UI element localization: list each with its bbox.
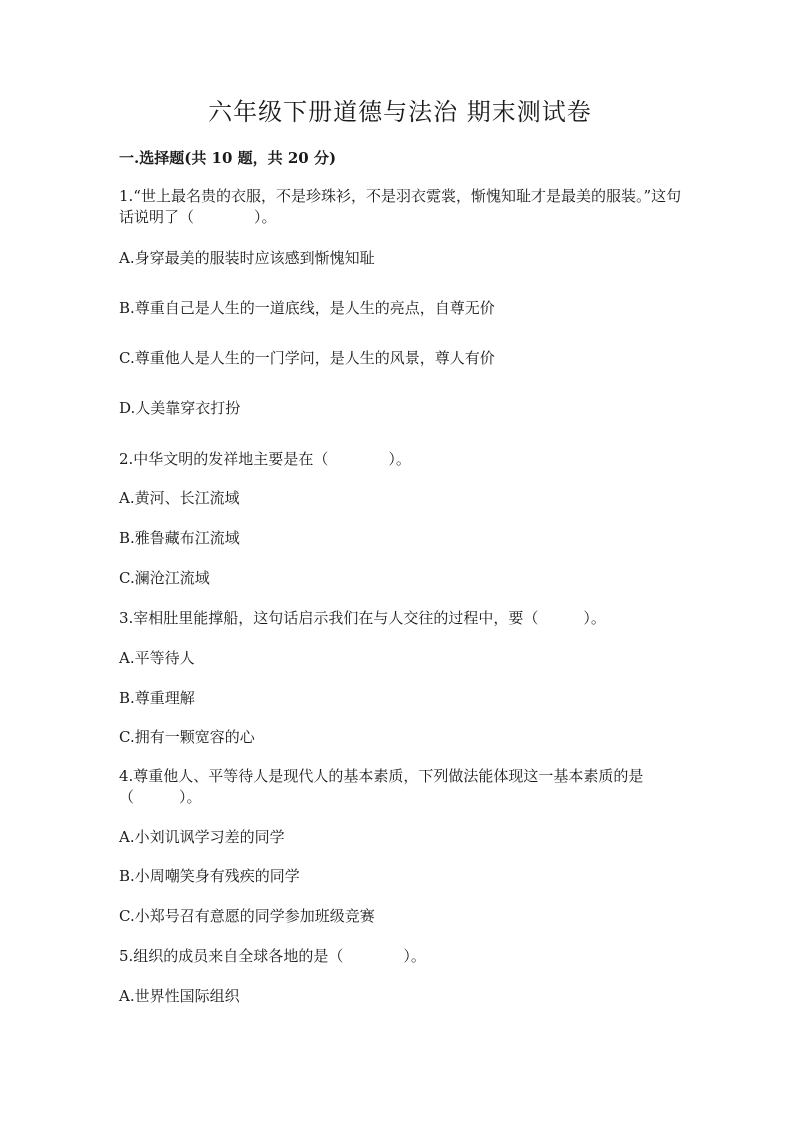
question-stem: 1.“世上最名贵的衣服，不是珍珠衫，不是羽衣霓裳，惭愧知耻才是最美的服装。”这句话说明了（ ）。	[119, 187, 682, 226]
option-c: C.澜沧江流域	[119, 569, 210, 587]
option-c: C.小郑号召有意愿的同学参加班级竞赛	[119, 907, 375, 925]
option-a: A.世界性国际组织	[119, 987, 240, 1005]
option-b: B.尊重自己是人生的一道底线，是人生的亮点，自尊无价	[119, 299, 495, 317]
question-stem: 5.组织的成员来自全球各地的是（ ）。	[119, 947, 426, 965]
option-a: A.身穿最美的服装时应该感到惭愧知耻	[119, 249, 375, 267]
section-heading: 一.选择题(共 10 题，共 20 分)	[119, 149, 337, 167]
question-stem: 2.中华文明的发祥地主要是在（ ）。	[119, 450, 411, 468]
option-c: C.尊重他人是人生的一门学问，是人生的风景，尊人有价	[119, 349, 495, 367]
page-title: 六年级下册道德与法治 期末测试卷	[208, 98, 592, 126]
question-stem: 3.宰相肚里能撑船，这句话启示我们在与人交往的过程中，要（ ）。	[119, 609, 606, 627]
option-b: B.小周嘲笑身有残疾的同学	[119, 867, 300, 885]
option-b: B.尊重理解	[119, 689, 195, 707]
option-b: B.雅鲁藏布江流域	[119, 529, 240, 547]
option-a: A.小刘讥讽学习差的同学	[119, 828, 285, 846]
question-stem: 4.尊重他人、平等待人是现代人的基本素质，下列做法能体现这一基本素质的是（ ）。	[119, 767, 644, 806]
option-d: D.人美靠穿衣打扮	[119, 399, 241, 417]
option-a: A.平等待人	[119, 649, 195, 667]
option-c: C.拥有一颗宽容的心	[119, 728, 255, 746]
option-a: A.黄河、长江流域	[119, 489, 240, 507]
